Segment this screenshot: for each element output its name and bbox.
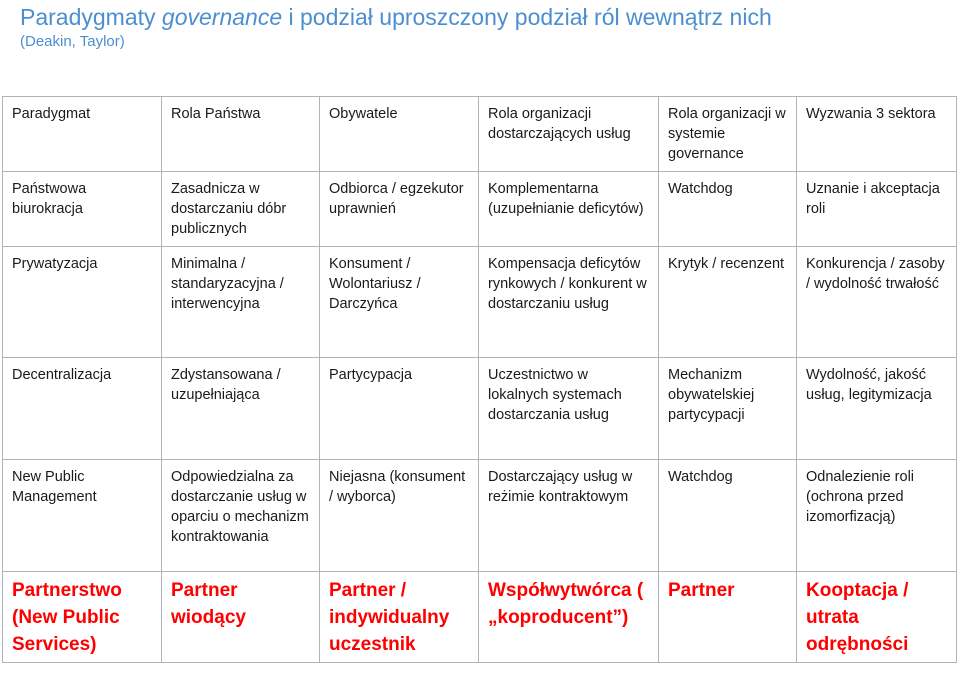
paradigm-table — [2, 96, 957, 663]
title-part1: Paradygmaty — [20, 4, 162, 30]
table-cell: Konkurencja / zasoby / wydolność trwałość — [797, 247, 957, 358]
table-cell: Prywatyzacja — [3, 247, 162, 358]
page-subtitle: (Deakin, Taylor) — [20, 33, 125, 50]
table-cell: Odpowiedzialna za dostarczanie usług w oparciu o mechanizm kontraktowania — [162, 460, 320, 572]
table-cell: Państwowa biurokracja — [3, 172, 162, 247]
highlight-cell: Kooptacja / utrata odrębności — [797, 572, 957, 663]
table-cell: Komplementarna (uzupełnianie deficytów) — [479, 172, 659, 247]
highlight-cell: Partnerstwo (New Public Services) — [3, 572, 162, 663]
header-cell: Wyzwania 3 sektora — [797, 97, 957, 172]
table-cell: Krytyk / recenzent — [659, 247, 797, 358]
table-cell: Uczestnictwo w lokalnych systemach dostarczania usług — [479, 358, 659, 460]
header-row — [3, 97, 957, 172]
table-cell: New Public Management — [3, 460, 162, 572]
header-cell: Rola Państwa — [162, 97, 320, 172]
table-cell: Decentralizacja — [3, 358, 162, 460]
page-title — [20, 4, 772, 31]
table-cell: Minimalna / standaryzacyjna / interwencyjna — [162, 247, 320, 358]
table-cell: Watchdog — [659, 172, 797, 247]
table-row — [3, 358, 957, 460]
table-cell: Odbiorca / egzekutor uprawnień — [320, 172, 479, 247]
highlight-cell: Współwytwórca ( „koproducent”) — [479, 572, 659, 663]
highlight-cell: Partner wiodący — [162, 572, 320, 663]
table-cell: Niejasna (konsument / wyborca) — [320, 460, 479, 572]
table-cell: Dostarczający usług w reżimie kontraktowym — [479, 460, 659, 572]
table-cell: Partycypacja — [320, 358, 479, 460]
table-row — [3, 172, 957, 247]
table-row — [3, 460, 957, 572]
table-cell: Kompensacja deficytów rynkowych / konkurent w dostarczaniu usług — [479, 247, 659, 358]
highlight-row — [3, 572, 957, 663]
header-cell: Paradygmat — [3, 97, 162, 172]
highlight-cell: Partner / indywidualny uczestnik — [320, 572, 479, 663]
header-cell: Rola organizacji w systemie governance — [659, 97, 797, 172]
table-cell: Watchdog — [659, 460, 797, 572]
table-cell: Konsument / Wolontariusz / Darczyńca — [320, 247, 479, 358]
table-row — [3, 247, 957, 358]
table-cell: Zdystansowana / uzupełniająca — [162, 358, 320, 460]
highlight-cell: Partner — [659, 572, 797, 663]
table-cell: Zasadnicza w dostarczaniu dóbr publicznych — [162, 172, 320, 247]
table-cell: Uznanie i akceptacja roli — [797, 172, 957, 247]
title-part2: i podział uproszczony podział ról wewnątrz nich — [282, 4, 772, 30]
table-cell: Mechanizm obywatelskiej partycypacji — [659, 358, 797, 460]
table-cell: Odnalezienie roli (ochrona przed izomorfizacją) — [797, 460, 957, 572]
title-italic: governance — [161, 4, 283, 30]
header-cell: Obywatele — [320, 97, 479, 172]
header-cell: Rola organizacji dostarczających usług — [479, 97, 659, 172]
table-cell: Wydolność, jakość usług, legitymizacja — [797, 358, 957, 460]
